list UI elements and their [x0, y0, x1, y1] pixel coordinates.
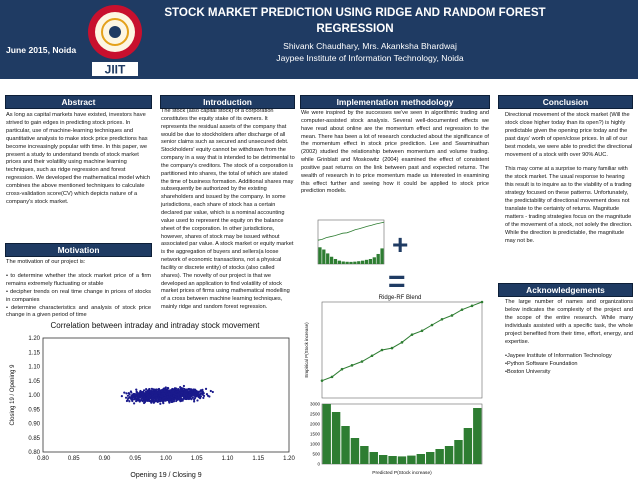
- blend-point: [321, 379, 324, 382]
- scatter-point: [159, 398, 161, 400]
- scatter-title: Correlation between intraday and intraday stock movement: [50, 321, 260, 330]
- scatter-point: [144, 401, 146, 403]
- scatter-point: [191, 390, 193, 392]
- scatter-point: [167, 387, 169, 389]
- scatter-point: [189, 389, 191, 391]
- scatter-x-tick: 0.80: [37, 456, 49, 462]
- blend-bar: [435, 449, 443, 464]
- scatter-point: [148, 389, 150, 391]
- motivation-bullet: • to determine whether the stock market price of a firm remains extremely fluctuating or stable: [6, 272, 151, 287]
- scatter-point: [180, 392, 182, 394]
- scatter-point: [176, 396, 178, 398]
- scatter-point: [125, 392, 127, 394]
- scatter-point: [137, 395, 139, 397]
- top-plot-bar: [380, 248, 383, 264]
- scatter-point: [151, 388, 153, 390]
- acknowledgement-item: •Python Software Foundation: [505, 361, 578, 368]
- scatter-x-tick: 1.00: [160, 456, 172, 462]
- motivation-bullet: • determine characteristics and analysis of stock price change in a given period of time: [6, 304, 151, 319]
- poster-date: June 2015, Noida: [6, 45, 77, 55]
- scatter-point: [178, 397, 180, 399]
- blend-ylabel: Empirical P(Stock increase): [304, 322, 309, 378]
- scatter-point: [177, 394, 179, 396]
- scatter-point: [151, 391, 153, 393]
- blend-bar: [398, 456, 406, 464]
- top-plot-bar: [377, 254, 380, 264]
- scatter-point: [128, 400, 130, 402]
- scatter-point: [193, 389, 195, 391]
- top-plot-bar: [365, 260, 368, 264]
- scatter-point: [156, 397, 158, 399]
- scatter-point: [181, 394, 183, 396]
- scatter-xlabel: Opening 19 / Closing 9: [130, 472, 202, 479]
- scatter-point: [123, 391, 125, 393]
- blend-xlabel: Predicted P(Stock increase): [372, 471, 432, 476]
- blend-bar: [341, 426, 349, 464]
- scatter-y-tick: 1.15: [28, 350, 40, 357]
- blend-bar: [426, 452, 434, 464]
- scatter-point: [146, 397, 148, 399]
- blend-point: [381, 349, 384, 352]
- scatter-point: [153, 398, 155, 400]
- scatter-point: [173, 400, 175, 402]
- scatter-point: [166, 393, 168, 395]
- blend-bar-y-tick: 500: [312, 451, 320, 457]
- scatter-point: [140, 399, 142, 401]
- blend-line-axes: [322, 302, 482, 398]
- blend-point: [481, 301, 484, 304]
- scatter-point: [196, 399, 198, 401]
- scatter-x-tick: 0.85: [67, 456, 80, 462]
- scatter-point: [145, 388, 147, 390]
- scatter-point: [150, 400, 152, 402]
- acknowledgement-item: •Jaypee Institute of Information Technology: [505, 353, 612, 360]
- blend-bar-y-tick: 2000: [309, 421, 320, 427]
- scatter-point: [169, 394, 171, 396]
- scatter-point: [185, 393, 187, 395]
- scatter-point: [140, 396, 142, 398]
- scatter-point: [210, 390, 212, 392]
- top-plot-bar: [357, 261, 360, 264]
- blend-point: [371, 354, 374, 357]
- scatter-point: [165, 391, 167, 393]
- poster-header: [0, 0, 638, 79]
- blend-point: [351, 364, 354, 367]
- blend-bar: [407, 456, 415, 464]
- scatter-x-tick: 1.10: [221, 456, 234, 462]
- scatter-y-tick: 1.20: [28, 336, 40, 342]
- scatter-point: [176, 399, 178, 401]
- scatter-point: [152, 396, 154, 398]
- scatter-point: [188, 396, 190, 398]
- scatter-point: [136, 397, 138, 399]
- scatter-point: [135, 400, 137, 402]
- motivation-bullet: • decipher trends on real time change in prices of stocks in companies: [6, 288, 151, 303]
- scatter-point: [121, 395, 123, 397]
- blend-chart: [300, 292, 490, 479]
- scatter-y-tick: 0.95: [28, 407, 40, 414]
- scatter-point: [136, 390, 138, 392]
- scatter-chart: [5, 320, 297, 479]
- acknowledgements-body: [505, 299, 633, 377]
- scatter-point: [167, 396, 169, 398]
- scatter-x-tick: 1.20: [283, 456, 295, 462]
- blend-bar: [454, 440, 462, 464]
- blend-bar-y-tick: 1500: [309, 431, 320, 437]
- scatter-point: [128, 392, 130, 394]
- scatter-y-tick: 1.00: [28, 393, 40, 399]
- scatter-ylabel: Closing 19 / Opening 9: [10, 364, 16, 426]
- scatter-point: [182, 387, 184, 389]
- methodology-heading: Implementation methodology: [300, 95, 490, 109]
- blend-bar: [379, 455, 387, 464]
- top-plot-bar: [318, 247, 321, 264]
- equals-symbol: =: [388, 265, 406, 295]
- blend-point: [421, 330, 424, 333]
- methodology-text: We were inspired by the successes we've seen in algorithmic trading and computer-assisted stock analysis. Several well-documented effects we have read about online are the momentum effect and regression to the mean. There has been a lot of research conducted about the significance of the momentum effect in stock price prediction. Lee and Swaminathan (2002) studied the relationship between momentum and volume trading. while Grinblatt and Moskowitz (2004) examined the effect of consistent positive past returns on the link between past and expected returns. The wealth of research in to price momentum made us interested in examining this effect further and seeing how it could be applied to stock price prediction models.: [301, 110, 489, 195]
- top-plot-bar: [334, 259, 337, 264]
- top-plot-bar: [342, 261, 345, 264]
- scatter-point: [130, 390, 132, 392]
- scatter-point: [164, 399, 166, 401]
- acknowledgement-item: •Boston University: [505, 369, 551, 376]
- author-names: Shivank Chaudhary, Mrs. Akanksha Bhardwaj: [283, 41, 457, 51]
- scatter-point: [142, 399, 144, 401]
- scatter-point: [149, 395, 151, 397]
- blend-point: [391, 347, 394, 350]
- scatter-point: [141, 394, 143, 396]
- poster-authors: [225, 40, 515, 64]
- author-institute: Jaypee Institute of Information Technology, Noida: [276, 53, 464, 63]
- blend-bar: [388, 456, 396, 464]
- scatter-point: [127, 397, 129, 399]
- blend-point: [401, 341, 404, 344]
- scatter-point: [127, 395, 129, 397]
- scatter-y-tick: 1.10: [28, 364, 40, 371]
- scatter-point: [160, 390, 162, 392]
- blend-title: Ridge-RF Blend: [378, 295, 422, 301]
- scatter-point: [158, 394, 160, 396]
- scatter-point: [131, 400, 133, 402]
- scatter-point: [159, 403, 161, 405]
- scatter-point: [163, 394, 165, 396]
- scatter-point: [135, 388, 137, 390]
- scatter-point: [183, 385, 185, 387]
- scatter-point: [185, 391, 187, 393]
- acknowledgements-heading: Acknowledgements: [498, 283, 633, 297]
- top-plot-bar: [322, 250, 325, 264]
- blend-bar: [323, 404, 331, 464]
- blend-point: [451, 314, 454, 317]
- scatter-point: [161, 399, 163, 401]
- scatter-y-tick: 1.05: [28, 378, 40, 385]
- blend-bar: [360, 446, 368, 464]
- scatter-point: [164, 396, 166, 398]
- blend-bar-y-tick: 3000: [309, 401, 320, 407]
- conclusion-body: [505, 112, 633, 246]
- logo-lettering: JIIT: [104, 62, 126, 77]
- abstract-heading: Abstract: [5, 95, 152, 109]
- scatter-point: [143, 396, 145, 398]
- scatter-point: [170, 399, 172, 401]
- blend-point: [361, 360, 364, 363]
- blend-point: [471, 305, 474, 308]
- abstract-text: As long as capital markets have existed, investors have strived to gain edges in predicting stock prices. In particular, use of machine-learning techniques and quantitative analysis to make stock price predictions has become increasingly popular with time. In this paper, we present a study to understand trends of stock market prices and their volatility using machine learning techniques, such as ridge regression and forest regression. We developed the mathematical model which combines the above mentioned techniques to calculate cross-validation score(CV) which depicts nature of a company's stock market.: [6, 112, 151, 205]
- scatter-y-tick: 0.80: [28, 450, 40, 456]
- blend-point: [341, 368, 344, 371]
- scatter-point: [168, 402, 170, 404]
- scatter-point: [177, 388, 179, 390]
- top-plot-bar: [326, 253, 329, 264]
- scatter-point: [200, 389, 202, 391]
- scatter-point: [158, 388, 160, 390]
- scatter-point: [179, 386, 181, 388]
- scatter-y-tick: 0.85: [28, 435, 40, 442]
- blend-bar: [370, 452, 378, 464]
- conclusion-para1: Directional movement of the stock market (Will the stock close higher today than its open?) is highly predictable given the opening price today and the past days' worth of open/close prices. In all of our best models, we were able to predict the directional movement of a stock with over 90% AUC.: [505, 112, 633, 158]
- scatter-point: [155, 394, 157, 396]
- blend-bar: [473, 408, 481, 464]
- acknowledgements-text: The large number of names and organizations below indicates the complexity of the project and the scope of the entire research. While many individuals assisted with a specific task, the whole project benefited from their time, effort, energy, and expertise.: [505, 299, 633, 345]
- methodology-equals: [300, 265, 490, 295]
- blend-bar: [445, 446, 453, 464]
- blend-bar-y-tick: 2500: [309, 411, 320, 417]
- scatter-point: [134, 394, 136, 396]
- scatter-point: [164, 387, 166, 389]
- poster-title: STOCK MARKET PREDICTION USING RIDGE AND RANDOM FOREST REGRESSION: [164, 6, 546, 35]
- scatter-point: [170, 390, 172, 392]
- scatter-point: [133, 402, 135, 404]
- blend-point: [331, 376, 334, 379]
- top-plot-bar: [345, 262, 348, 264]
- scatter-point: [133, 398, 135, 400]
- scatter-point: [186, 389, 188, 391]
- scatter-point: [203, 395, 205, 397]
- top-plot-bar: [373, 257, 376, 264]
- blend-point: [411, 333, 414, 336]
- scatter-point: [184, 398, 186, 400]
- scatter-point: [207, 395, 209, 397]
- jiit-logo: [86, 2, 144, 77]
- blend-bar-y-tick: 0: [317, 461, 320, 467]
- scatter-point: [212, 391, 214, 393]
- blend-bar: [332, 412, 340, 464]
- blend-point: [431, 324, 434, 327]
- top-plot-bar: [353, 262, 356, 264]
- scatter-point: [196, 393, 198, 395]
- conclusion-para2: This may come at a surprise to many familiar with the stock market. The usual response to hearing this result is to inquire as to the viability of a trading strategy focused on these patterns. Unfortunately, the predictability of directional movement does not translate to the certainty of returns. Magnitude matters - trading strategies focus on the magnitude of the movement of a stock, not solely the direction. While the direction is predictable, the magnitude may not be.: [505, 166, 633, 244]
- scatter-point: [161, 393, 163, 395]
- motivation-intro: The motivation of our project is:: [6, 259, 86, 265]
- scatter-point: [175, 393, 177, 395]
- plus-symbol: +: [392, 229, 409, 260]
- top-plot-bar: [369, 259, 372, 264]
- blend-bar: [351, 438, 359, 464]
- scatter-x-tick: 1.05: [190, 456, 203, 462]
- scatter-point: [190, 394, 192, 396]
- top-plot-bar: [338, 261, 341, 264]
- top-plot-bar: [349, 262, 352, 264]
- scatter-point: [139, 390, 141, 392]
- top-plot-bar: [361, 261, 364, 264]
- scatter-point: [202, 397, 204, 399]
- scatter-y-tick: 0.90: [28, 421, 40, 428]
- blend-point: [441, 318, 444, 321]
- scatter-x-tick: 0.95: [129, 456, 142, 462]
- scatter-point: [189, 392, 191, 394]
- blend-bar: [417, 454, 425, 464]
- scatter-point: [199, 394, 201, 396]
- scatter-point: [193, 399, 195, 401]
- motivation-body: [6, 259, 151, 320]
- motivation-heading: Motivation: [5, 243, 152, 257]
- scatter-x-tick: 0.90: [98, 456, 111, 462]
- conclusion-heading: Conclusion: [498, 95, 633, 109]
- introduction-heading: Introduction: [160, 95, 295, 109]
- blend-point: [461, 308, 464, 311]
- blend-bar: [464, 428, 472, 464]
- top-plot-bar: [330, 257, 333, 264]
- scatter-point: [131, 398, 133, 400]
- scatter-point: [205, 388, 207, 390]
- scatter-point: [132, 396, 134, 398]
- scatter-point: [147, 394, 149, 396]
- scatter-point: [183, 395, 185, 397]
- scatter-x-tick: 1.15: [252, 456, 265, 462]
- blend-bar-y-tick: 1000: [309, 441, 320, 447]
- scatter-point: [198, 392, 200, 394]
- scatter-point: [137, 399, 139, 401]
- methodology-top-plot: [300, 218, 490, 268]
- scatter-point: [158, 390, 160, 392]
- scatter-point: [143, 389, 145, 391]
- introduction-text: The stock (also capital stock) of a corporation constitutes the equity stake of its owners. It represents the residual assets of the company that would be due to stockholders after discharge of all senior claims such as secured and unsecured debt. Stockholders' equity cannot be withdrawn from the company in a way that is intended to be detrimental to the company's creditors. The stock of a corporation is partitioned into shares, the total of which are stated the time of business formation. Additional shares may subsequently be authorized by the existing shareholders and issued by the company. In some jurisdictions, each share of stock has a certain declared par value, which is a nominal accounting value used to represent the equity on the balance sheet of the corporation. In other jurisdictions, however, shares of stock may be issued without associated par value. A stock market or equity market is the aggregation of buyers and sellers(a loose network of economic transactions, not a physical facility or discrete entity) of stocks (also called shares). The novelty of our project is that we developed an application to find volatility of stock market prices of firms using mathematical modelling of a cross between machine learning techniques, mainly ridge and random forest regression.: [161, 108, 295, 311]
- scatter-point: [188, 398, 190, 400]
- scatter-point: [125, 397, 127, 399]
- scatter-point: [173, 395, 175, 397]
